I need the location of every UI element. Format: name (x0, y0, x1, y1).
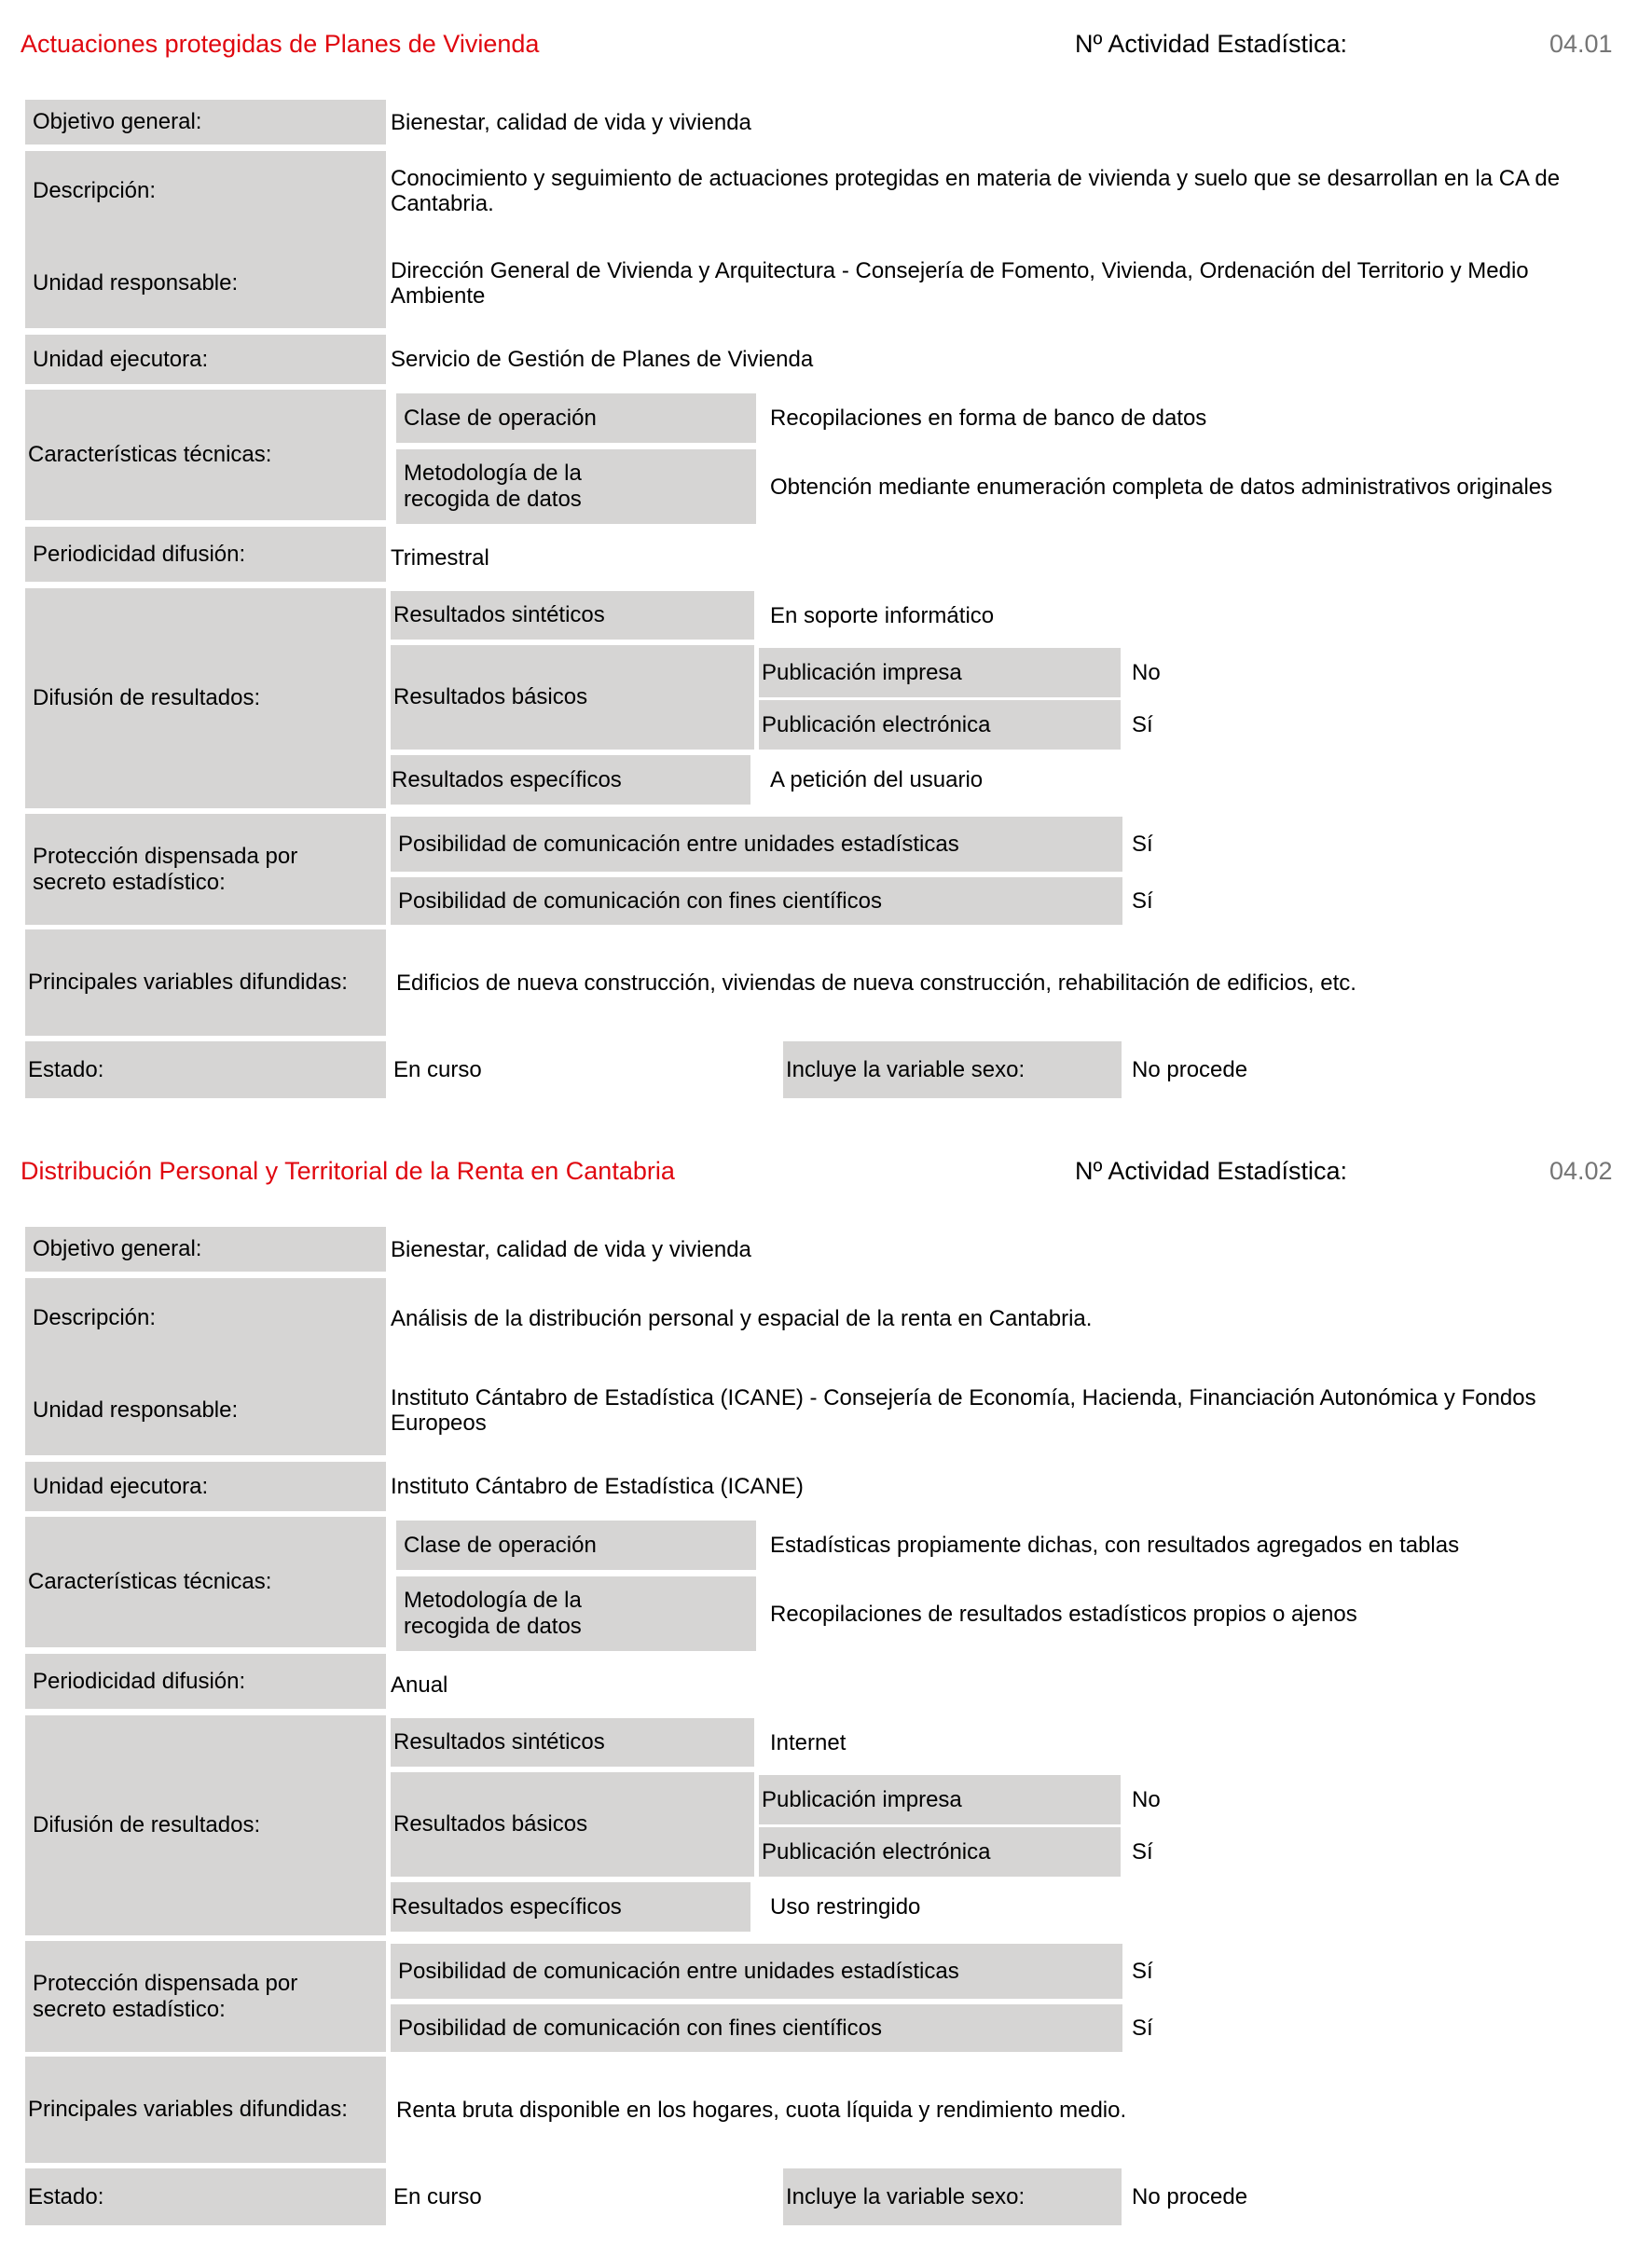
basicos-label: Resultados básicos (391, 645, 754, 750)
variables-label: Principales variables difundidas: (25, 929, 386, 1036)
objetivo-label: Objetivo general: (25, 1227, 386, 1272)
caracteristicas-label: Características técnicas: (25, 390, 386, 520)
descripcion-label: Descripción: (33, 178, 157, 203)
sexo-value: No procede (1132, 2184, 1248, 2209)
ejecutora-label: Unidad ejecutora: (25, 1462, 386, 1511)
metodologia-label: Metodología de la recogida de datos (396, 1576, 756, 1651)
proteccion-label: Protección dispensada por secreto estadístico: (25, 1941, 386, 2052)
sexo-label: Incluye la variable sexo: (783, 1041, 1122, 1098)
metodologia-label: Metodología de la recogida de datos (396, 449, 756, 524)
clase-label: Clase de operación (396, 393, 756, 443)
clase-value: Estadísticas propiamente dichas, con resultados agregados en tablas (770, 1533, 1460, 1558)
sexo-label: Incluye la variable sexo: (783, 2168, 1122, 2225)
variables-value: Edificios de nueva construcción, viviendas de nueva construcción, rehabilitación de edificios, etc. (396, 970, 1356, 996)
com-cientificos-label: Posibilidad de comunicación con fines científicos (391, 877, 1122, 925)
responsable-label: Unidad responsable: (33, 269, 239, 296)
periodicidad-label: Periodicidad difusión: (25, 527, 386, 582)
objetivo-value: Bienestar, calidad de vida y vivienda (391, 109, 751, 135)
ejecutora-label: Unidad ejecutora: (25, 335, 386, 384)
descripcion-label: Descripción: (33, 1305, 157, 1330)
ejecutora-value: Instituto Cántabro de Estadística (ICANE) (391, 1474, 804, 1499)
activity-number-label: Nº Actividad Estadística: (1075, 1157, 1347, 1185)
sinteticos-value: Internet (770, 1729, 847, 1755)
clase-value: Recopilaciones en forma de banco de datos (770, 406, 1207, 431)
impresa-value: No (1132, 660, 1161, 685)
clase-label: Clase de operación (396, 1521, 756, 1570)
descripcion-value: Análisis de la distribución personal y espacial de la renta en Cantabria. (391, 1305, 1093, 1331)
com-unidades-value: Sí (1132, 1959, 1153, 1984)
impresa-label: Publicación impresa (759, 1775, 1121, 1824)
activity-number: 04.02 (1549, 1157, 1613, 1185)
electronica-value: Sí (1132, 1839, 1153, 1865)
basicos-label: Resultados básicos (391, 1772, 754, 1877)
metodologia-value: Obtención mediante enumeración completa de datos administrativos originales (770, 474, 1553, 500)
electronica-label: Publicación electrónica (759, 700, 1121, 750)
estado-value: En curso (393, 1057, 482, 1082)
objetivo-label: Objetivo general: (25, 100, 386, 145)
sinteticos-label: Resultados sintéticos (391, 1718, 754, 1767)
com-unidades-value: Sí (1132, 832, 1153, 857)
sinteticos-value: En soporte informático (770, 602, 995, 628)
periodicidad-value: Anual (391, 1672, 448, 1698)
com-unidades-label: Posibilidad de comunicación entre unidades estadísticas (391, 1944, 1122, 1999)
variables-value: Renta bruta disponible en los hogares, cuota líquida y rendimiento medio. (396, 2097, 1127, 2123)
periodicidad-label: Periodicidad difusión: (25, 1654, 386, 1709)
especificos-label: Resultados específicos (391, 755, 750, 805)
responsable-value: Dirección General de Vivienda y Arquitectura - Consejería de Fomento, Vivienda, Ordenación del Territorio y Medio Ambiente (391, 257, 1529, 309)
responsable-value: Instituto Cántabro de Estadística (ICANE) - Consejería de Economía, Hacienda, Financiación Autonómica y Fondos Europeos (391, 1384, 1536, 1436)
com-cientificos-label: Posibilidad de comunicación con fines científicos (391, 2004, 1122, 2052)
periodicidad-value: Trimestral (391, 544, 489, 571)
activity-number-label: Nº Actividad Estadística: (1075, 30, 1347, 58)
descripcion-value: Conocimiento y seguimiento de actuaciones protegidas en materia de vivienda y suelo que se desarrollan en la CA de Cantabria. (391, 166, 1561, 216)
estado-label: Estado: (25, 1041, 386, 1098)
estado-label: Estado: (25, 2168, 386, 2225)
activity-title: Actuaciones protegidas de Planes de Vivienda (21, 30, 540, 58)
estado-value: En curso (393, 2184, 482, 2209)
activity-number: 04.01 (1549, 30, 1613, 58)
difusion-label: Difusión de resultados: (25, 1715, 386, 1935)
activity-title: Distribución Personal y Territorial de la Renta en Cantabria (21, 1157, 675, 1185)
sinteticos-label: Resultados sintéticos (391, 591, 754, 640)
especificos-value: Uso restringido (770, 1894, 921, 1920)
impresa-value: No (1132, 1787, 1161, 1812)
electronica-label: Publicación electrónica (759, 1827, 1121, 1877)
responsable-label: Unidad responsable: (33, 1397, 239, 1423)
ejecutora-value: Servicio de Gestión de Planes de Vivienda (391, 347, 814, 372)
objetivo-value: Bienestar, calidad de vida y vivienda (391, 1236, 751, 1262)
caracteristicas-label: Características técnicas: (25, 1517, 386, 1647)
impresa-label: Publicación impresa (759, 648, 1121, 697)
variables-label: Principales variables difundidas: (25, 2057, 386, 2163)
com-cientificos-value: Sí (1132, 2016, 1153, 2041)
sexo-value: No procede (1132, 1057, 1248, 1082)
com-unidades-label: Posibilidad de comunicación entre unidades estadísticas (391, 817, 1122, 872)
metodologia-value: Recopilaciones de resultados estadísticos propios o ajenos (770, 1601, 1357, 1627)
difusion-label: Difusión de resultados: (25, 588, 386, 808)
proteccion-label: Protección dispensada por secreto estadístico: (25, 814, 386, 925)
especificos-value: A petición del usuario (770, 767, 984, 792)
electronica-value: Sí (1132, 712, 1153, 737)
com-cientificos-value: Sí (1132, 888, 1153, 914)
especificos-label: Resultados específicos (391, 1882, 750, 1932)
